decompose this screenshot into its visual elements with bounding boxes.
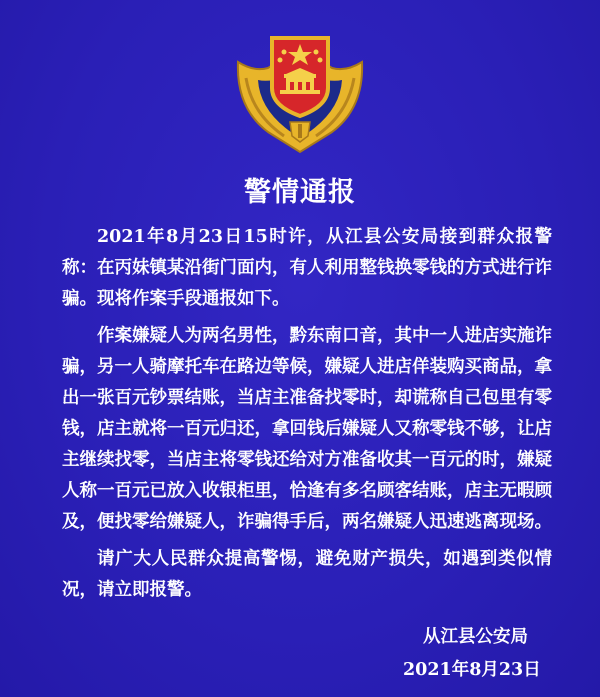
signature-org: 从江县公安局 (423, 627, 528, 647)
police-emblem-icon (228, 28, 372, 160)
notice-paragraph-1: 2021年8月23日15时许，从江县公安局接到群众报警称：在丙妹镇某沿街门面内，有人利用整钱换零钱的方式进行诈骗。现将作案手段通报如下。 (62, 227, 552, 309)
notice-paragraph-2: 作案嫌疑人为两名男性，黔东南口音，其中一人进店实施诈骗，另一人骑摩托车在路边等候，嫌疑人进店佯装购买商品，拿出一张百元钞票结账，当店主准备找零时，却谎称自己包里有零钱，店主就将一百元归还，拿回钱后嫌疑人又称零钱不够，让店主继续找零，当店主将零钱还给对方准备收其一百元的时，嫌疑人称一百元已放入收银柜里，恰逢有多名顾客结账，店主无暇顾及，便找零给嫌疑人，诈骗得手后，两名嫌疑人迅速逃离现场。 (62, 326, 552, 532)
notice-body (62, 222, 552, 612)
notice-title: 警情通报 (244, 177, 356, 208)
signature-date: 2021年8月23日 (403, 660, 541, 680)
notice-paragraph-3: 请广大人民群众提高警惕，避免财产损失，如遇到类似情况，请立即报警。 (62, 549, 552, 600)
